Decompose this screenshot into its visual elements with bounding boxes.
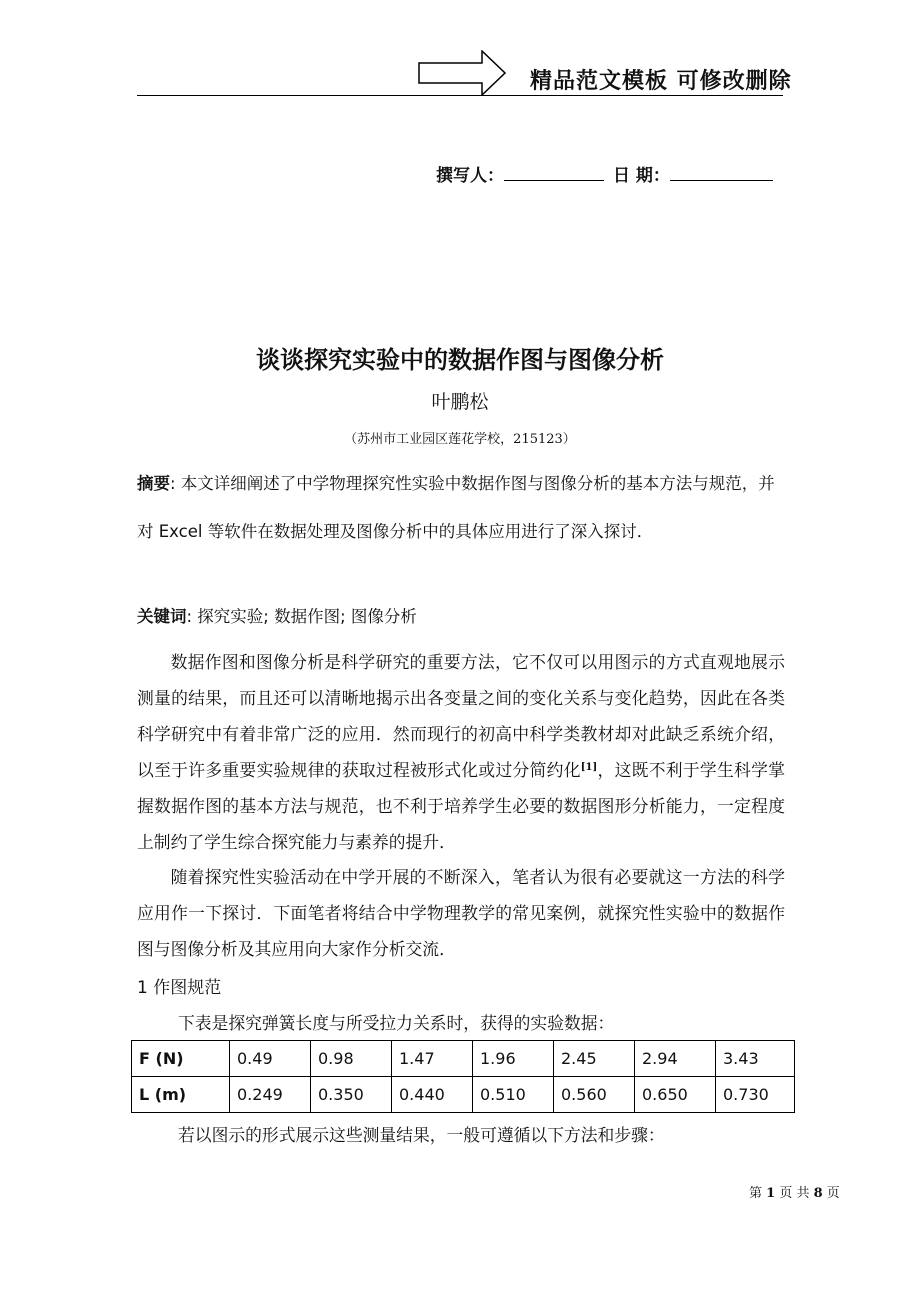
author-blank	[504, 160, 604, 181]
table-intro: 下表是探究弹簧长度与所受拉力关系时，获得的实验数据：	[178, 1013, 615, 1033]
footer-page-number: 1	[766, 1186, 776, 1201]
table-cell: 3.43	[716, 1041, 795, 1077]
table-row	[132, 1041, 795, 1077]
table-cell: 0.350	[311, 1077, 392, 1113]
paragraph-1-part-a: 数据作图和图像分析是科学研究的重要方法，它不仅可以用图示的方式直观地展示测量的结果，而且还可以清晰地揭示出各变量之间的变化关系与变化趋势，因此在各类科学研究中有着非常广泛的应用．然而现行的初高中科学类教材却对此缺乏系统介绍，以至于许多重要实验规律的获取过程被形式化或过分简约化	[137, 652, 785, 780]
arrow-right-icon	[418, 50, 506, 96]
data-table	[131, 1040, 795, 1113]
keywords-text: : 探究实验; 数据作图; 图像分析	[186, 607, 417, 626]
date-blank	[670, 160, 773, 181]
row-header: L (m)	[132, 1077, 230, 1113]
citation-1: [1]	[580, 762, 598, 773]
table-cell: 2.94	[635, 1041, 716, 1077]
footer-prefix: 第	[749, 1186, 767, 1201]
article-author: 叶鹏松	[431, 391, 489, 413]
header-banner: 精品范文模板 可修改删除	[530, 69, 792, 94]
keywords	[137, 603, 417, 627]
footer-total-pages: 8	[813, 1186, 823, 1201]
paragraph-1-part-b: ，这既不利于学生科学掌握数据作图的基本方法与规范，也不利于培养学生必要的数据图形分析能力，一定程度上制约了学生综合探究能力与素养的提升．	[137, 760, 785, 852]
abstract-text: : 本文详细阐述了中学物理探究性实验中数据作图与图像分析的基本方法与规范，并对 Excel 等软件在数据处理及图像分析中的具体应用进行了深入探讨．	[137, 474, 775, 541]
table-cell: 0.510	[473, 1077, 554, 1113]
table-cell: 0.249	[230, 1077, 311, 1113]
table-cell: 0.49	[230, 1041, 311, 1077]
table-cell: 0.730	[716, 1077, 795, 1113]
article-affiliation: （苏州市工业园区莲花学校，215123）	[344, 432, 576, 447]
paragraph-1	[137, 644, 785, 860]
date-label: 日 期：	[613, 166, 670, 186]
table-cell: 1.47	[392, 1041, 473, 1077]
page-footer	[749, 1182, 840, 1201]
table-cell: 2.45	[554, 1041, 635, 1077]
table-row	[132, 1077, 795, 1113]
header-divider	[137, 95, 783, 96]
paragraph-2: 随着探究性实验活动在中学开展的不断深入，笔者认为很有必要就这一方法的科学应用作一下探讨．下面笔者将结合中学物理教学的常见案例，就探究性实验中的数据作图与图像分析及其应用向大家作分析交流．	[137, 867, 785, 959]
abstract	[137, 460, 787, 556]
footer-middle: 页 共	[775, 1186, 814, 1201]
after-table-text: 若以图示的形式展示这些测量结果，一般可遵循以下方法和步骤：	[178, 1125, 665, 1145]
author-label: 撰写人：	[436, 166, 504, 186]
table-cell: 0.560	[554, 1077, 635, 1113]
table-cell: 1.96	[473, 1041, 554, 1077]
section-heading-1: 1 作图规范	[137, 978, 222, 998]
table-cell: 0.98	[311, 1041, 392, 1077]
abstract-label: 摘要	[137, 474, 170, 493]
article-title: 谈谈探究实验中的数据作图与图像分析	[256, 346, 664, 374]
row-header: F (N)	[132, 1041, 230, 1077]
keywords-label: 关键词	[137, 607, 187, 626]
table-cell: 0.440	[392, 1077, 473, 1113]
author-field	[436, 160, 604, 186]
footer-suffix: 页	[822, 1186, 840, 1201]
table-cell: 0.650	[635, 1077, 716, 1113]
date-field	[613, 160, 773, 186]
